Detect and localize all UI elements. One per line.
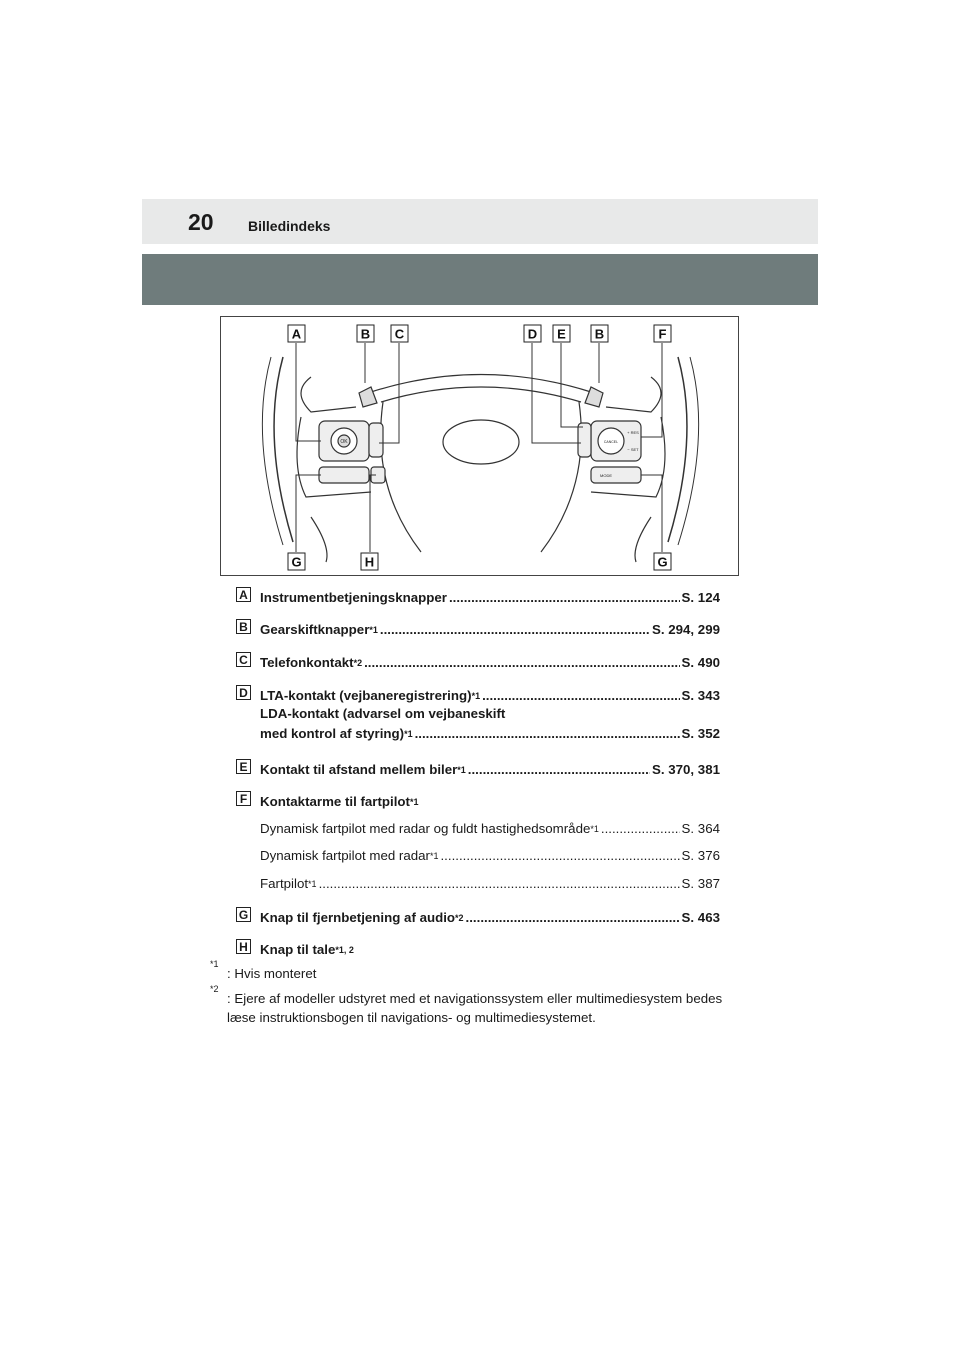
entry-page: S. 124	[681, 590, 720, 605]
entry-text: LTA-kontakt (vejbaneregistrering)	[260, 688, 472, 703]
entry-line[interactable]: Telefonkontakt $^{*2}$ ..... S. 490	[260, 655, 720, 673]
entry-text: Kontaktarme til fartpilot	[260, 794, 410, 809]
entry-line: Kontaktarme til fartpilot $^{*1}$	[260, 794, 419, 809]
leader-dots	[449, 590, 680, 605]
mode-label: MODE	[600, 473, 612, 478]
entry-page: S. 463	[681, 910, 720, 925]
ok-label: OK	[340, 439, 348, 445]
entry-line[interactable]: Knap til fjernbetjening af audio $^{*2}$ ..... S. 463	[260, 910, 720, 928]
callout-g-right: G	[657, 554, 668, 570]
entry-page: S. 370, 381	[651, 762, 720, 777]
callout-h: H	[364, 554, 375, 570]
callout-a: A	[291, 326, 302, 342]
footnote-text: : Hvis monteret	[227, 966, 317, 981]
leader-dots	[364, 655, 679, 670]
callout-b-right: B	[594, 326, 605, 342]
leader-dots	[319, 876, 680, 891]
leader-dots	[468, 762, 650, 777]
steering-wheel-illustration	[221, 317, 740, 577]
leader-dots	[482, 688, 679, 703]
entry-page: S. 352	[681, 726, 720, 741]
entry-key: E	[236, 759, 251, 774]
entry-text: Kontakt til afstand mellem biler	[260, 762, 458, 777]
entry-page: S. 387	[681, 876, 720, 891]
entry-key: G	[236, 907, 251, 922]
entry-key: C	[236, 652, 251, 667]
entry-page: S. 294, 299	[651, 622, 720, 637]
set-label: − SET	[627, 447, 639, 452]
entry-text: med kontrol af styring)	[260, 726, 405, 741]
callout-g-left: G	[291, 554, 302, 570]
entry-line: Knap til tale $^{*1, 2}$	[260, 942, 354, 957]
entry-text: Fartpilot	[260, 876, 309, 891]
entry-page: S. 490	[681, 655, 720, 670]
entry-key: D	[236, 685, 251, 700]
header-band	[142, 254, 818, 305]
entry-page: S. 376	[681, 848, 720, 863]
leader-dots	[415, 726, 680, 741]
entry-line	[260, 706, 720, 724]
entry-key: H	[236, 939, 251, 954]
entry-line[interactable]: Dynamisk fartpilot med radar $^{*1}$ ..... S. 376	[260, 848, 720, 866]
entry-line[interactable]	[260, 590, 720, 608]
entry-line[interactable]: Gearskiftknapper $^{*1}$ ..... S. 294, 299	[260, 622, 720, 640]
entry-key: A	[236, 587, 251, 602]
entry-text: LDA-kontakt (advarsel om vejbaneskift	[260, 706, 506, 721]
entry-line[interactable]: med kontrol af styring) $^{*1}$ ..... S. 352	[260, 726, 720, 744]
leader-dots	[440, 848, 679, 863]
callout-f: F	[658, 326, 667, 342]
entry-key: B	[236, 619, 251, 634]
callout-c: C	[394, 326, 405, 342]
cancel-label: CANCEL	[603, 440, 619, 444]
entry-line[interactable]: LTA-kontakt (vejbaneregistrering) $^{*1}$ ..... S. 343	[260, 688, 720, 706]
entry-line[interactable]: Dynamisk fartpilot med radar og fuldt hastighedsområde $^{*1}$ ..... S. 364	[260, 821, 720, 839]
entry-line[interactable]: Fartpilot $^{*1}$ ..... S. 387	[260, 876, 720, 894]
entry-text: Knap til tale	[260, 942, 336, 957]
page-header	[142, 199, 818, 244]
entry-line[interactable]: Kontakt til afstand mellem biler $^{*1}$ ..... S. 370, 381	[260, 762, 720, 780]
leader-dots	[466, 910, 680, 925]
footnote-text: : Ejere af modeller udstyret med et navigationssystem eller multimediesystem bedes læse instruktionsbogen til navigations- og multimediesystemet.	[227, 991, 723, 1025]
entry-page: S. 364	[681, 821, 720, 836]
callout-b: B	[360, 326, 371, 342]
section-title: Billedindeks	[248, 218, 331, 234]
callout-e: E	[557, 326, 566, 342]
entry-page: S. 343	[681, 688, 720, 703]
entry-text: Dynamisk fartpilot med radar og fuldt hastighedsområde	[260, 821, 591, 836]
entry-text: Dynamisk fartpilot med radar	[260, 848, 430, 863]
steering-wheel-figure	[220, 316, 739, 576]
callout-d: D	[527, 326, 538, 342]
entry-text: Telefonkontakt	[260, 655, 354, 670]
res-label: + RES	[627, 430, 639, 435]
entry-text: Gearskiftknapper	[260, 622, 370, 637]
page-number: 20	[188, 209, 214, 235]
entry-key: F	[236, 791, 251, 806]
entry-text: Instrumentbetjeningsknapper	[260, 590, 447, 605]
entry-text: Knap til fjernbetjening af audio	[260, 910, 456, 925]
leader-dots	[601, 821, 680, 836]
leader-dots	[380, 622, 650, 637]
